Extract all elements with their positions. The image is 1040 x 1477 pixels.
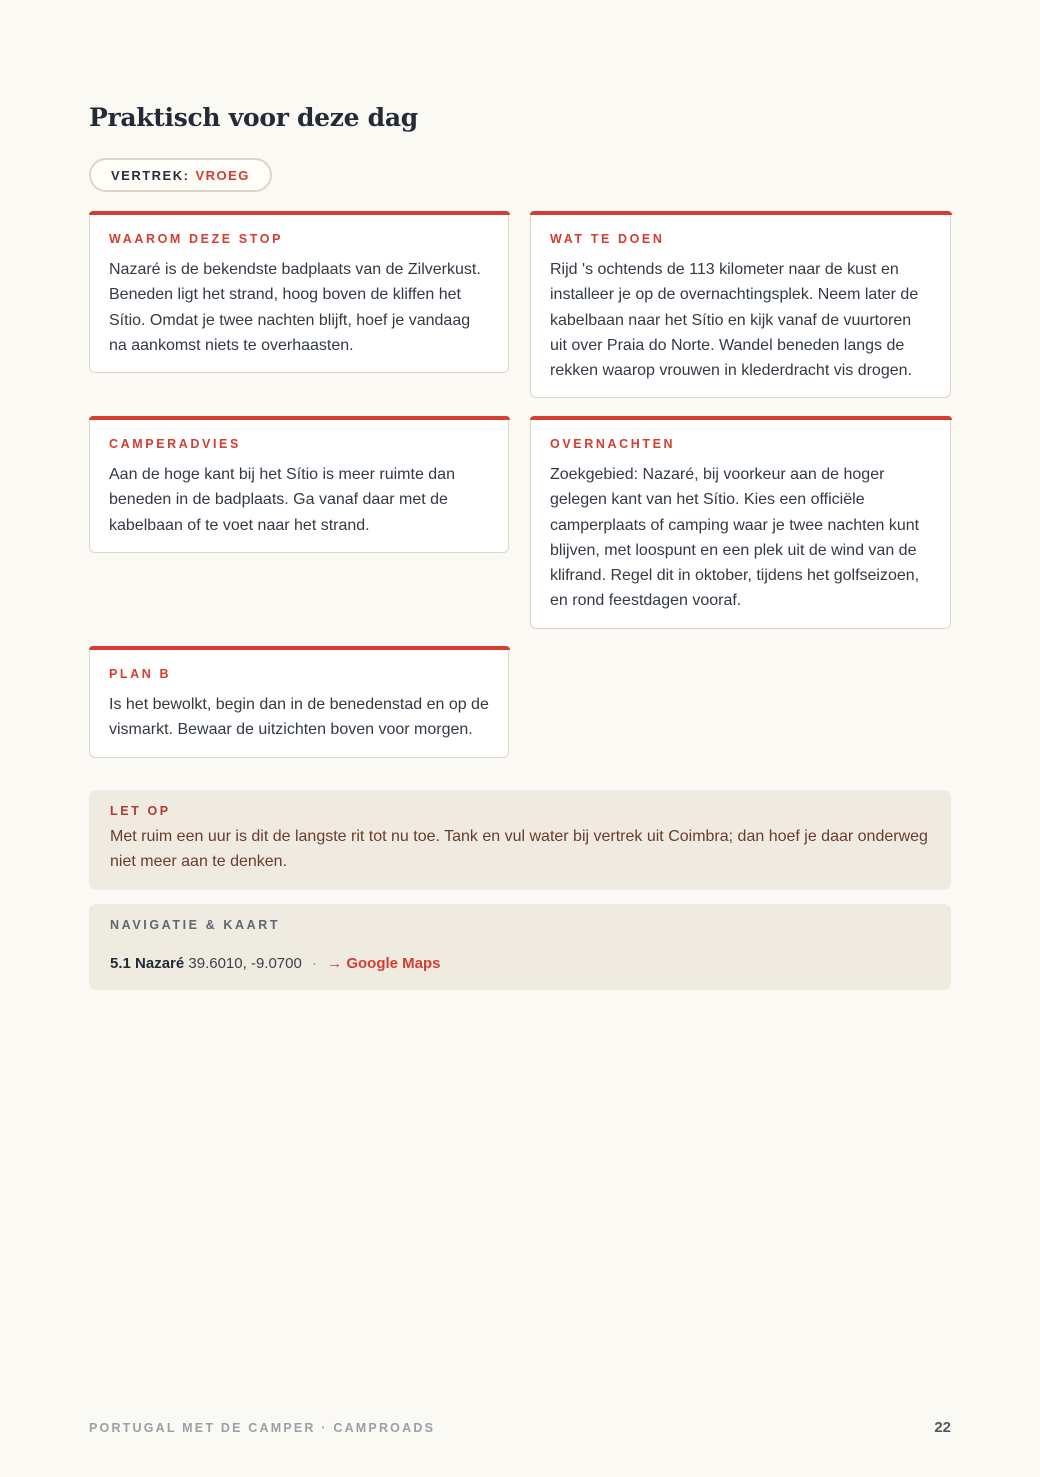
warning-box: [89, 790, 951, 890]
card-waarom-deze-stop: [89, 211, 509, 373]
departure-badge: [89, 158, 272, 192]
warning-label: LET OP: [110, 804, 171, 818]
stop-coordinates: 39.6010, -9.0700: [188, 955, 302, 972]
separator: ·: [312, 955, 317, 972]
footer-title: PORTUGAL MET DE CAMPER · CAMPROADS: [89, 1421, 436, 1435]
card-label: CAMPERADVIES: [109, 437, 241, 451]
card-label: PLAN B: [109, 667, 172, 681]
page-title: Praktisch voor deze dag: [89, 103, 418, 132]
page-number: 22: [934, 1419, 951, 1436]
card-label: WAT TE DOEN: [550, 232, 665, 246]
navigation-label: NAVIGATIE & KAART: [110, 918, 281, 932]
navigation-box: [89, 904, 951, 990]
departure-label: VERTREK:: [111, 167, 190, 183]
google-maps-link[interactable]: → Google Maps: [327, 955, 441, 972]
warning-text: Met ruim een uur is dit de langste rit tot nu toe. Tank en vul water bij vertrek uit Coimbra; dan hoef je daar onderweg niet meer aan te denken.: [110, 828, 928, 871]
card-wat-te-doen: [530, 211, 951, 398]
card-label: WAAROM DEZE STOP: [109, 232, 284, 246]
stop-name: 5.1 Nazaré: [110, 955, 185, 972]
departure-value: VROEG: [195, 167, 250, 183]
card-overnachten: [530, 416, 951, 629]
card-text: Nazaré is de bekendste badplaats van de Zilverkust. Beneden ligt het strand, hoog boven de kliffen het Sítio. Omdat je twee nachten blijft, hoef je vandaag na aankomst niets te overhaasten.: [109, 261, 481, 354]
card-text: Aan de hoge kant bij het Sítio is meer ruimte dan beneden in de badplaats. Ga vanaf daar met de kabelbaan of te voet naar het strand.: [109, 466, 455, 534]
card-text: Rijd 's ochtends de 113 kilometer naar de kust en installeer je op de overnachtingsplek. Neem later de kabelbaan naar het Sítio en kijk vanaf de vuurtoren uit over Praia do Norte. Wandel beneden langs de rekken waarop vrouwen in klederdracht vis drogen.: [550, 261, 919, 380]
card-camperadvies: [89, 416, 509, 553]
card-plan-b: [89, 646, 509, 758]
card-label: OVERNACHTEN: [550, 437, 676, 451]
navigation-row: [110, 955, 930, 972]
page: [89, 0, 951, 1477]
card-text: Zoekgebied: Nazaré, bij voorkeur aan de hoger gelegen kant van het Sítio. Kies een officiële camperplaats of camping waar je twee nachten kunt blijven, met loospunt en een plek uit de wind van de klifrand. Regel dit in oktober, tijdens het golfseizoen, en rond feestdagen vooraf.: [550, 466, 920, 610]
card-text: Is het bewolkt, begin dan in de benedenstad en op de vismarkt. Bewaar de uitzichten boven voor morgen.: [109, 696, 489, 739]
